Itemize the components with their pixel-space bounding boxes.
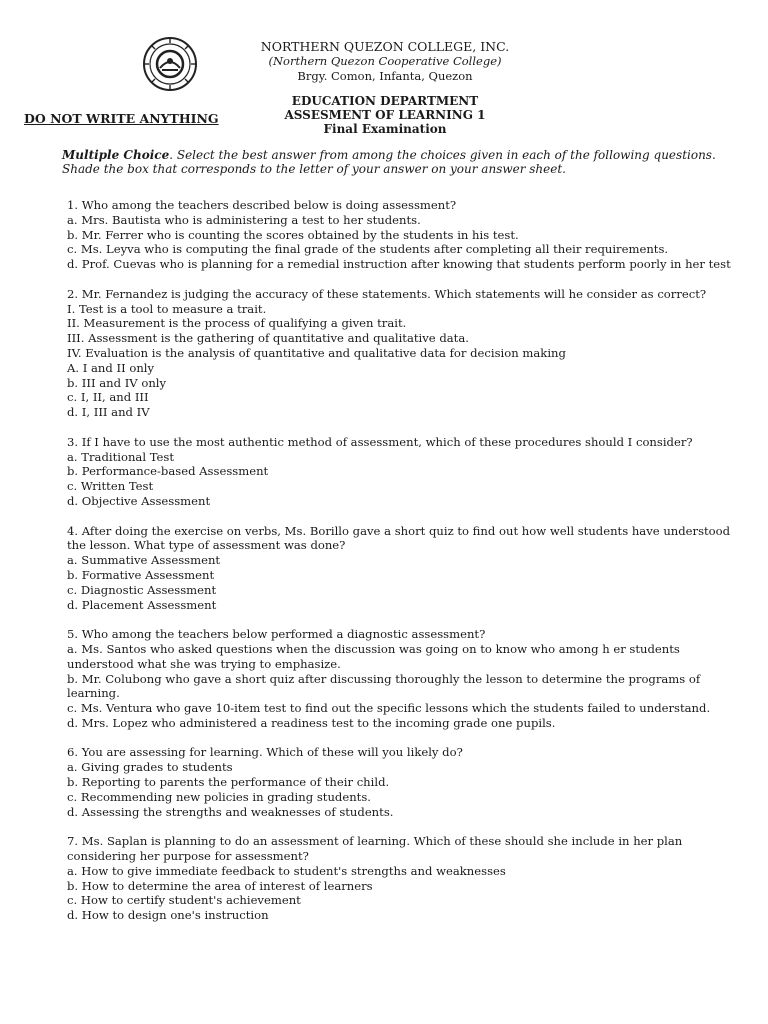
answer-choice: a. Traditional Test: [67, 449, 175, 464]
answer-choice: b. III and IV only: [67, 375, 167, 390]
answer-choice: c. How to certify student's achievement: [67, 893, 301, 908]
answer-choice: b. Reporting to parents the performance of their child.: [67, 775, 390, 790]
question-item: [67, 435, 739, 509]
answer-choice: a. Summative Assessment: [67, 553, 221, 568]
answer-choice: III. Assessment is the gathering of quantitative and qualitative data.: [67, 331, 469, 346]
school-name: NORTHERN QUEZON COLLEGE, INC.: [260, 39, 510, 54]
answer-choice: d. Prof. Cuevas who is planning for a remedial instruction after knowing that students perform poorly in her test: [67, 257, 731, 272]
question-stem: 7. Ms. Saplan is planning to do an assessment of learning. Which of these should she include in her plan considering her purpose for assessment?: [67, 834, 683, 864]
instructions-lead: Multiple Choice: [62, 148, 170, 162]
answer-choice: d. Objective Assessment: [67, 493, 211, 508]
answer-choice: c. Recommending new policies in grading students.: [67, 789, 371, 804]
answer-choice: a. Giving grades to students: [67, 760, 233, 775]
question-stem: 6. You are assessing for learning. Which of these will you likely do?: [67, 745, 463, 760]
answer-choice: d. I, III and IV: [67, 405, 150, 420]
question-list: [67, 198, 739, 938]
question-item: [67, 198, 739, 272]
answer-choice: c. Diagnostic Assessment: [67, 582, 217, 597]
answer-choice: IV. Evaluation is the analysis of quantitative and qualitative data for decision making: [67, 345, 566, 360]
do-not-write-notice: DO NOT WRITE ANYTHING: [24, 111, 219, 126]
exam-title: Final Examination: [323, 122, 447, 136]
question-item: [67, 627, 739, 731]
answer-choice: c. Written Test: [67, 479, 154, 494]
answer-choice: c. Ms. Leyva who is computing the final grade of the students after completing all their requirements.: [67, 242, 669, 257]
department-title: EDUCATION DEPARTMENT: [291, 94, 479, 108]
school-subtitle: (Northern Quezon Cooperative College): [268, 54, 502, 68]
question-item: [67, 745, 739, 819]
answer-choice: I. Test is a tool to measure a trait.: [67, 301, 267, 316]
answer-choice: b. Mr. Ferrer who is counting the scores obtained by the students in his test.: [67, 227, 519, 242]
question-stem: 5. Who among the teachers below performed a diagnostic assessment?: [67, 627, 486, 642]
answer-choice: a. Mrs. Bautista who is administering a test to her students.: [67, 212, 421, 227]
question-item: [67, 524, 739, 613]
question-stem: 4. After doing the exercise on verbs, Ms. Borillo gave a short quiz to find out how well students have understood the lesson. What type of assessment was done?: [67, 523, 731, 553]
instructions-text: . Select the best answer from among the choices given in each of the following questions. Shade the box that corresponds to the letter of your answer on your answer sheet.: [62, 148, 716, 176]
school-address: Brgy. Comon, Infanta, Quezon: [297, 69, 473, 83]
answer-choice: b. Mr. Colubong who gave a short quiz after discussing thoroughly the lesson to determine the programs of learning.: [67, 671, 701, 701]
answer-choice: d. Placement Assessment: [67, 597, 217, 612]
answer-choice: d. How to design one's instruction: [67, 908, 269, 923]
answer-choice: II. Measurement is the process of qualifying a given trait.: [67, 316, 407, 331]
question-stem: 2. Mr. Fernandez is judging the accuracy of these statements. Which statements will he consider as correct?: [67, 286, 707, 301]
answer-choice: c. Ms. Ventura who gave 10-item test to find out the specific lessons which the students failed to understand.: [67, 701, 711, 716]
answer-choice: a. How to give immediate feedback to student's strengths and weaknesses: [67, 863, 506, 878]
answer-choice: b. Performance-based Assessment: [67, 464, 269, 479]
course-title: ASSESMENT OF LEARNING 1: [284, 108, 486, 122]
answer-choice: d. Mrs. Lopez who administered a readiness test to the incoming grade one pupils.: [67, 715, 556, 730]
school-header: [230, 39, 540, 84]
exam-header: [230, 94, 540, 136]
answer-choice: d. Assessing the strengths and weaknesses of students.: [67, 804, 394, 819]
question-stem: 3. If I have to use the most authentic method of assessment, which of these procedures should I consider?: [67, 434, 693, 449]
question-stem: 1. Who among the teachers described below is doing assessment?: [67, 198, 457, 212]
answer-choice: A. I and II only: [67, 360, 155, 375]
instructions: [62, 148, 742, 176]
answer-choice: a. Ms. Santos who asked questions when the discussion was going on to know who among h er students understood what she was trying to emphasize.: [67, 641, 680, 671]
question-item: [67, 287, 739, 420]
answer-choice: c. I, II, and III: [67, 390, 149, 405]
question-item: [67, 834, 739, 923]
answer-choice: b. How to determine the area of interest of learners: [67, 878, 373, 893]
college-seal-logo: [142, 36, 198, 92]
answer-choice: b. Formative Assessment: [67, 567, 215, 582]
